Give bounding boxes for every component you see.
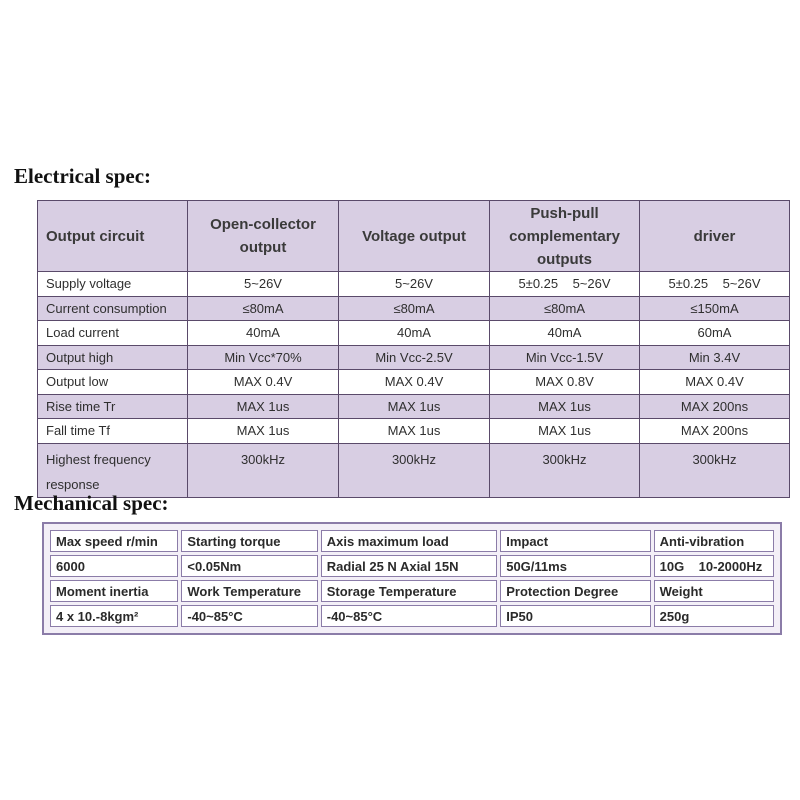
table-cell: 300kHz — [640, 443, 790, 497]
table-cell: 5±0.25 5~26V — [490, 272, 640, 297]
table-cell: MAX 0.4V — [640, 370, 790, 395]
header-push-pull: Push-pull complementary outputs — [490, 201, 640, 272]
table-cell: ≤80mA — [490, 296, 640, 321]
row-label: Supply voltage — [38, 272, 188, 297]
table-cell: Weight — [654, 580, 774, 602]
table-cell: Max speed r/min — [50, 530, 178, 552]
table-cell: Min Vcc-1.5V — [490, 345, 640, 370]
table-row — [38, 394, 790, 419]
table-row — [50, 605, 774, 627]
table-cell: MAX 1us — [188, 394, 339, 419]
electrical-header-row — [38, 201, 790, 272]
table-row — [38, 296, 790, 321]
table-cell: MAX 0.4V — [339, 370, 490, 395]
table-row — [38, 370, 790, 395]
row-label: Highest frequency response — [38, 443, 188, 497]
table-cell: 4 x 10.-8kgm² — [50, 605, 178, 627]
mechanical-spec-box — [42, 522, 782, 635]
table-cell: 5~26V — [339, 272, 490, 297]
table-row — [38, 443, 790, 497]
mechanical-spec-title: Mechanical spec: — [14, 491, 169, 515]
table-cell: -40~85°C — [181, 605, 317, 627]
table-cell: Protection Degree — [500, 580, 650, 602]
table-cell: -40~85°C — [321, 605, 497, 627]
table-cell: MAX 0.4V — [188, 370, 339, 395]
table-cell: Anti-vibration — [654, 530, 774, 552]
table-cell: 5±0.25 5~26V — [640, 272, 790, 297]
table-cell: 300kHz — [490, 443, 640, 497]
table-row — [38, 345, 790, 370]
table-cell: IP50 — [500, 605, 650, 627]
table-cell: 300kHz — [339, 443, 490, 497]
table-cell: Min 3.4V — [640, 345, 790, 370]
table-cell: ≤80mA — [339, 296, 490, 321]
table-cell: Radial 25 N Axial 15N — [321, 555, 497, 577]
header-voltage-output: Voltage output — [339, 201, 490, 272]
table-row — [38, 321, 790, 346]
row-label: Rise time Tr — [38, 394, 188, 419]
table-cell: 250g — [654, 605, 774, 627]
table-cell: 60mA — [640, 321, 790, 346]
header-driver: driver — [640, 201, 790, 272]
table-cell: MAX 1us — [490, 419, 640, 444]
table-cell: Work Temperature — [181, 580, 317, 602]
table-cell: 10G 10-2000Hz — [654, 555, 774, 577]
table-cell: Impact — [500, 530, 650, 552]
row-label: Load current — [38, 321, 188, 346]
row-label: Fall time Tf — [38, 419, 188, 444]
table-cell: Starting torque — [181, 530, 317, 552]
table-cell: 5~26V — [188, 272, 339, 297]
table-cell: MAX 200ns — [640, 394, 790, 419]
row-label: Output high — [38, 345, 188, 370]
table-row — [50, 555, 774, 577]
table-cell: Min Vcc*70% — [188, 345, 339, 370]
table-cell: 300kHz — [188, 443, 339, 497]
table-cell: 40mA — [339, 321, 490, 346]
table-cell: Storage Temperature — [321, 580, 497, 602]
mechanical-spec-table — [47, 527, 777, 630]
header-output-circuit: Output circuit — [38, 201, 188, 272]
table-cell: Moment inertia — [50, 580, 178, 602]
table-row — [50, 580, 774, 602]
header-open-collector: Open-collector output — [188, 201, 339, 272]
table-row — [38, 419, 790, 444]
table-row — [50, 530, 774, 552]
table-cell: ≤80mA — [188, 296, 339, 321]
table-cell: 50G/11ms — [500, 555, 650, 577]
table-cell: <0.05Nm — [181, 555, 317, 577]
table-cell: MAX 1us — [339, 394, 490, 419]
row-label: Output low — [38, 370, 188, 395]
table-cell: MAX 1us — [339, 419, 490, 444]
table-cell: 40mA — [490, 321, 640, 346]
row-label: Current consumption — [38, 296, 188, 321]
table-cell: MAX 1us — [490, 394, 640, 419]
table-cell: 40mA — [188, 321, 339, 346]
electrical-spec-table — [37, 200, 790, 498]
table-cell: MAX 0.8V — [490, 370, 640, 395]
table-row — [38, 272, 790, 297]
table-cell: 6000 — [50, 555, 178, 577]
electrical-spec-title: Electrical spec: — [14, 164, 152, 188]
table-cell: MAX 200ns — [640, 419, 790, 444]
table-cell: Axis maximum load — [321, 530, 497, 552]
table-cell: Min Vcc-2.5V — [339, 345, 490, 370]
table-cell: ≤150mA — [640, 296, 790, 321]
table-cell: MAX 1us — [188, 419, 339, 444]
